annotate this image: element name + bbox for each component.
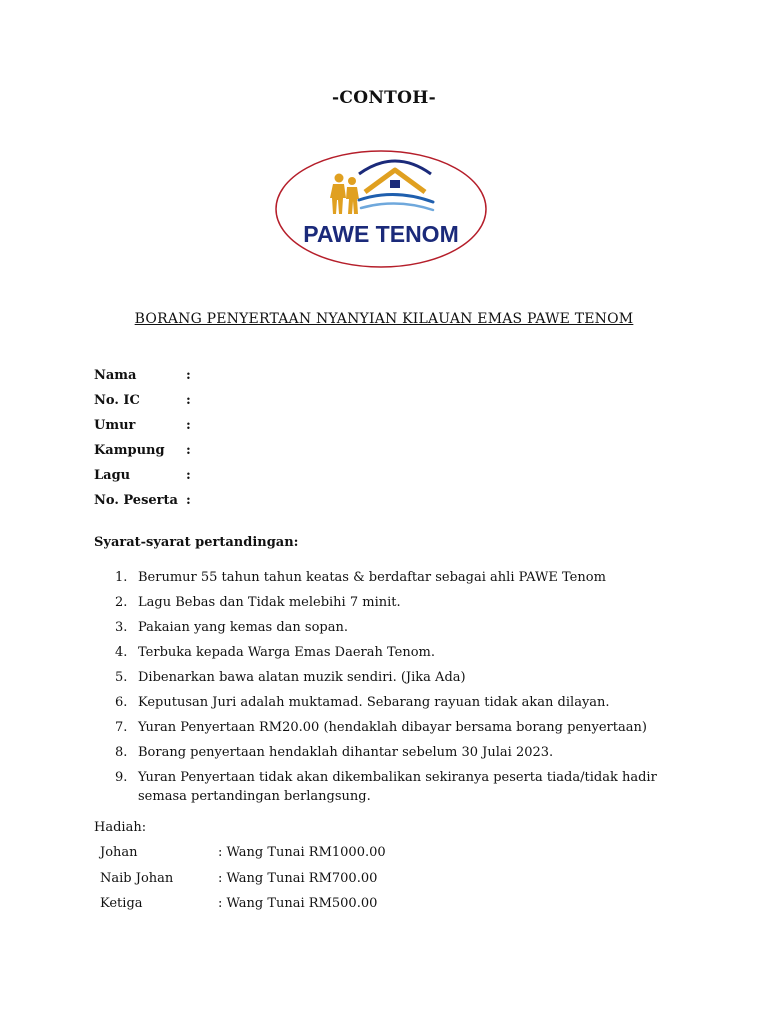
list-text: Yuran Penyertaan tidak akan dikembalikan sekiranya peserta tiada/tidak hadir semasa pertandingan berlangsung.: [138, 770, 657, 804]
list-item: [108, 593, 708, 612]
list-text: Keputusan Juri adalah muktamad. Sebarang rayuan tidak akan dilayan.: [138, 695, 610, 710]
logo-graphic: [273, 148, 489, 270]
field-label: Umur: [94, 418, 136, 433]
list-number: 8.: [115, 745, 128, 760]
list-number: 9.: [115, 770, 128, 785]
list-text: Pakaian yang kemas dan sopan.: [138, 620, 348, 635]
list-text: Terbuka kepada Warga Emas Daerah Tenom.: [138, 645, 435, 660]
page-title: -CONTOH-: [332, 88, 436, 108]
list-item: [108, 743, 708, 762]
prize-row: [100, 896, 420, 922]
logo-ring: [276, 151, 486, 267]
list-item: [108, 568, 708, 587]
list-item: [108, 768, 708, 806]
field-colon: :: [186, 443, 191, 458]
field-label: Kampung: [94, 443, 165, 458]
pawe-tenom-logo: [273, 148, 489, 270]
field-label: Lagu: [94, 468, 131, 483]
field-colon: :: [186, 468, 191, 483]
prize-list: [100, 845, 420, 922]
list-text: Lagu Bebas dan Tidak melebihi 7 minit.: [138, 595, 401, 610]
field-label: No. Peserta: [94, 493, 178, 508]
prize-row: [100, 871, 420, 897]
list-number: 4.: [115, 645, 128, 660]
prize-heading: Hadiah:: [94, 820, 147, 835]
prize-name: Naib Johan: [100, 870, 174, 886]
list-item: [108, 693, 708, 712]
list-number: 7.: [115, 720, 128, 735]
list-text: Dibenarkan bawa alatan muzik sendiri. (Jika Ada): [138, 670, 466, 685]
list-number: 6.: [115, 695, 128, 710]
field-label: Nama: [94, 368, 137, 383]
rules-list: [108, 568, 708, 812]
field-colon: :: [186, 393, 191, 408]
prize-name: Johan: [100, 845, 138, 860]
prize-row: [100, 845, 420, 871]
list-number: 1.: [115, 570, 128, 585]
list-number: 5.: [115, 670, 128, 685]
rules-heading: Syarat-syarat pertandingan:: [94, 535, 299, 550]
prize-name: Ketiga: [100, 896, 143, 911]
field-colon: :: [186, 493, 191, 508]
field-label: No. IC: [94, 393, 140, 408]
prize-value: : Wang Tunai RM700.00: [218, 870, 378, 886]
list-text: Yuran Penyertaan RM20.00 (hendaklah dibayar bersama borang penyertaan): [138, 720, 647, 735]
list-item: [108, 618, 708, 637]
prize-value: : Wang Tunai RM1000.00: [218, 845, 386, 860]
wave-icon: [359, 194, 433, 210]
field-colon: :: [186, 418, 191, 433]
list-item: [108, 668, 708, 687]
list-text: Berumur 55 tahun tahun keatas & berdaftar sebagai ahli PAWE Tenom: [138, 570, 606, 585]
list-text: Borang penyertaan hendaklah dihantar sebelum 30 Julai 2023.: [138, 745, 554, 760]
logo-text: PAWE TENOM: [303, 221, 459, 247]
list-item: [108, 718, 708, 737]
list-number: 2.: [115, 595, 128, 610]
field-colon: :: [186, 368, 191, 383]
prize-value: : Wang Tunai RM500.00: [218, 896, 378, 911]
couple-icon: [330, 174, 359, 215]
house-icon: [359, 161, 431, 192]
form-title: BORANG PENYERTAAN NYANYIAN KILAUAN EMAS PAWE TENOM: [134, 311, 634, 327]
list-item: [108, 643, 708, 662]
list-number: 3.: [115, 620, 128, 635]
